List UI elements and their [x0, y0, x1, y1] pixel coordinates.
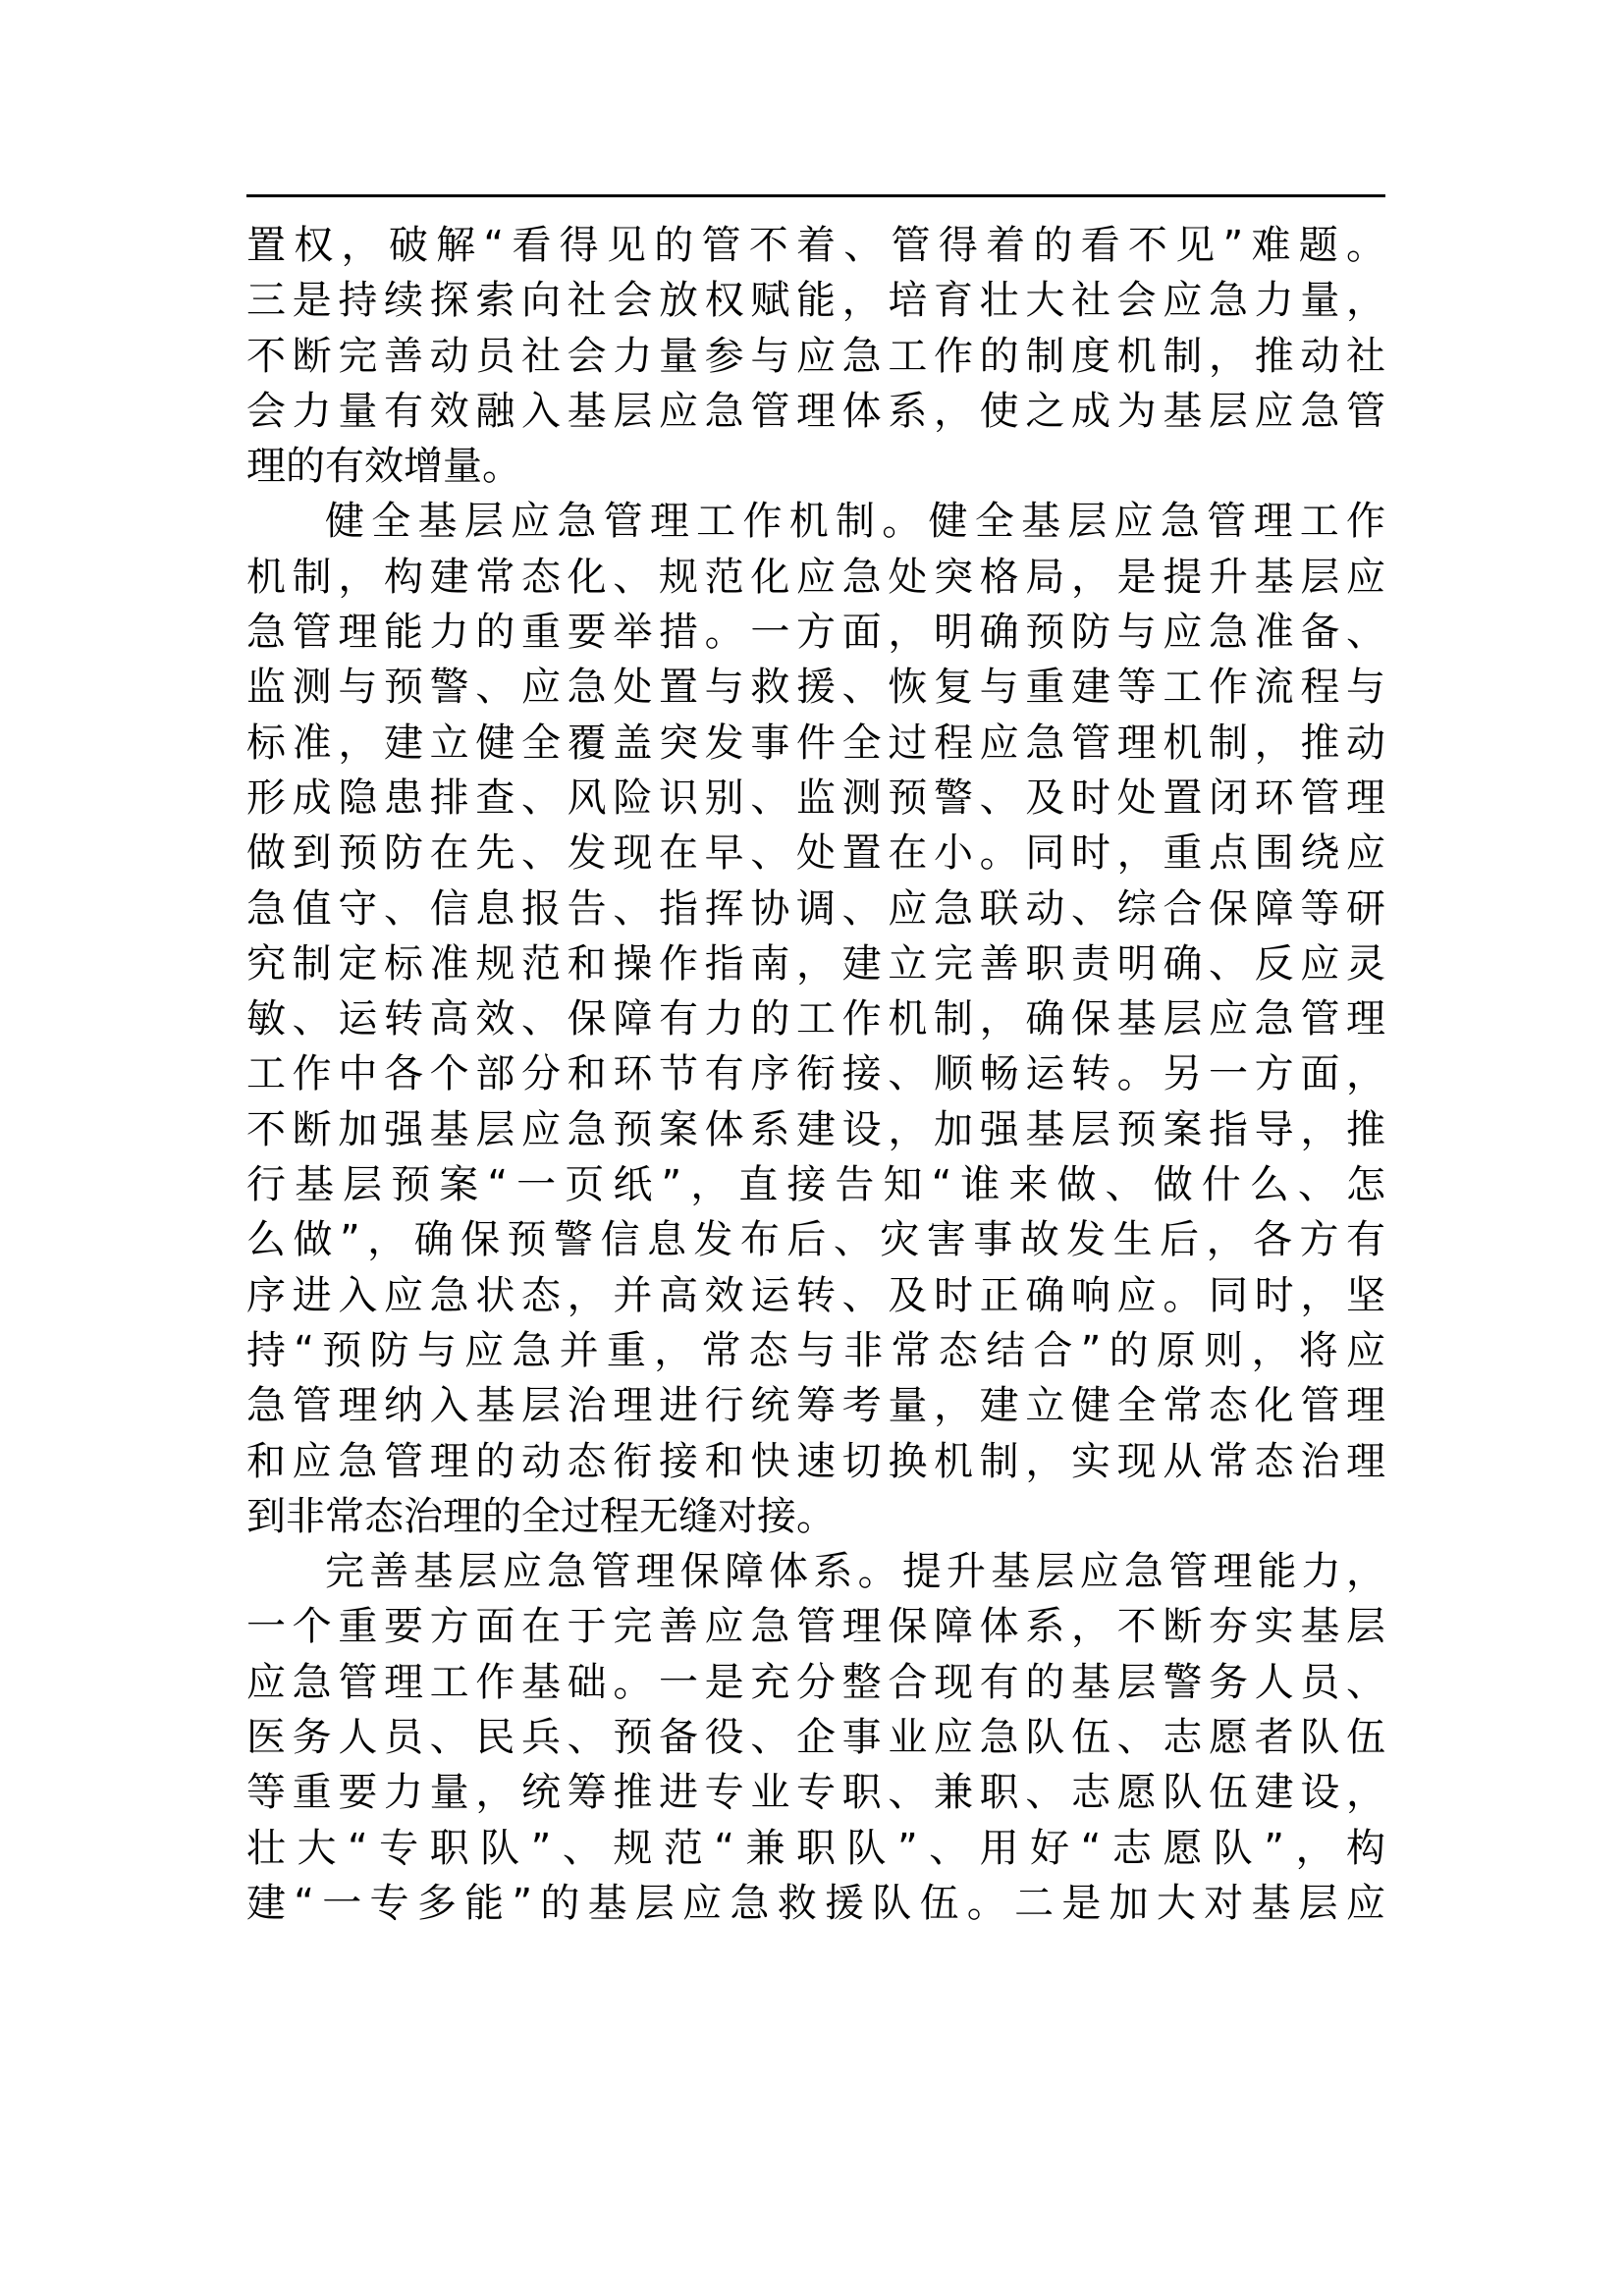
text-line: 不断完善动员社会力量参与应急工作的制度机制，推动社 — [246, 333, 1385, 379]
text-line: 做到预防在先、发现在早、处置在小。同时，重点围绕应 — [246, 830, 1385, 877]
text-line: 医务人员、民兵、预备役、企事业应急队伍、志愿者队伍 — [246, 1715, 1385, 1761]
text-line: 敏、运转高效、保障有力的工作机制，确保基层应急管理 — [246, 996, 1385, 1042]
body-text — [246, 218, 1385, 1931]
text-line: 会力量有效融入基层应急管理体系，使之成为基层应急管 — [246, 388, 1385, 434]
text-line: 到非常态治理的全过程无缝对接。 — [246, 1493, 836, 1539]
paragraph-heading-line: 完善基层应急管理保障体系。提升基层应急管理能力， — [325, 1549, 1385, 1595]
text-line: 工作中各个部分和环节有序衔接、顺畅运转。另一方面， — [246, 1051, 1385, 1097]
text-line: 建“一专多能”的基层应急救援队伍。二是加大对基层应 — [246, 1880, 1385, 1926]
text-line: 么做”，确保预警信息发布后、灾害事故发生后，各方有 — [246, 1217, 1385, 1263]
text-line: 等重要力量，统筹推进专业专职、兼职、志愿队伍建设， — [246, 1770, 1385, 1816]
text-line: 壮大“专职队”、规范“兼职队”、用好“志愿队”，构 — [246, 1825, 1385, 1871]
text-line: 急管理能力的重要举措。一方面，明确预防与应急准备、 — [246, 610, 1385, 656]
header-rule — [246, 194, 1385, 197]
text-line: 标准，建立健全覆盖突发事件全过程应急管理机制，推动 — [246, 720, 1385, 766]
text-line: 和应急管理的动态衔接和快速切换机制，实现从常态治理 — [246, 1438, 1385, 1484]
text-line: 急管理纳入基层治理进行统筹考量，建立健全常态化管理 — [246, 1383, 1385, 1429]
text-line: 应急管理工作基础。一是充分整合现有的基层警务人员、 — [246, 1659, 1385, 1705]
text-line: 急值守、信息报告、指挥协调、应急联动、综合保障等研 — [246, 885, 1385, 932]
text-line: 理的有效增量。 — [246, 444, 521, 490]
text-line: 三是持续探索向社会放权赋能，培育壮大社会应急力量， — [246, 278, 1385, 324]
text-line: 序进入应急状态，并高效运转、及时正确响应。同时，坚 — [246, 1272, 1385, 1318]
text-line: 置权，破解“看得见的管不着、管得着的看不见”难题。 — [246, 223, 1385, 268]
text-line: 究制定标准规范和操作指南，建立完善职责明确、反应灵 — [246, 940, 1385, 987]
text-line: 行基层预案“一页纸”，直接告知“谁来做、做什么、怎 — [246, 1162, 1385, 1208]
paragraph-heading-line: 健全基层应急管理工作机制。健全基层应急管理工作 — [325, 499, 1385, 545]
text-line: 机制，构建常态化、规范化应急处突格局，是提升基层应 — [246, 554, 1385, 600]
text-line: 监测与预警、应急处置与救援、恢复与重建等工作流程与 — [246, 665, 1385, 711]
text-line: 形成隐患排查、风险识别、监测预警、及时处置闭环管理 — [246, 774, 1385, 821]
text-line: 一个重要方面在于完善应急管理保障体系，不断夯实基层 — [246, 1604, 1385, 1650]
text-line: 不断加强基层应急预案体系建设，加强基层预案指导，推 — [246, 1106, 1385, 1152]
text-line: 持“预防与应急并重，常态与非常态结合”的原则，将应 — [246, 1327, 1385, 1373]
